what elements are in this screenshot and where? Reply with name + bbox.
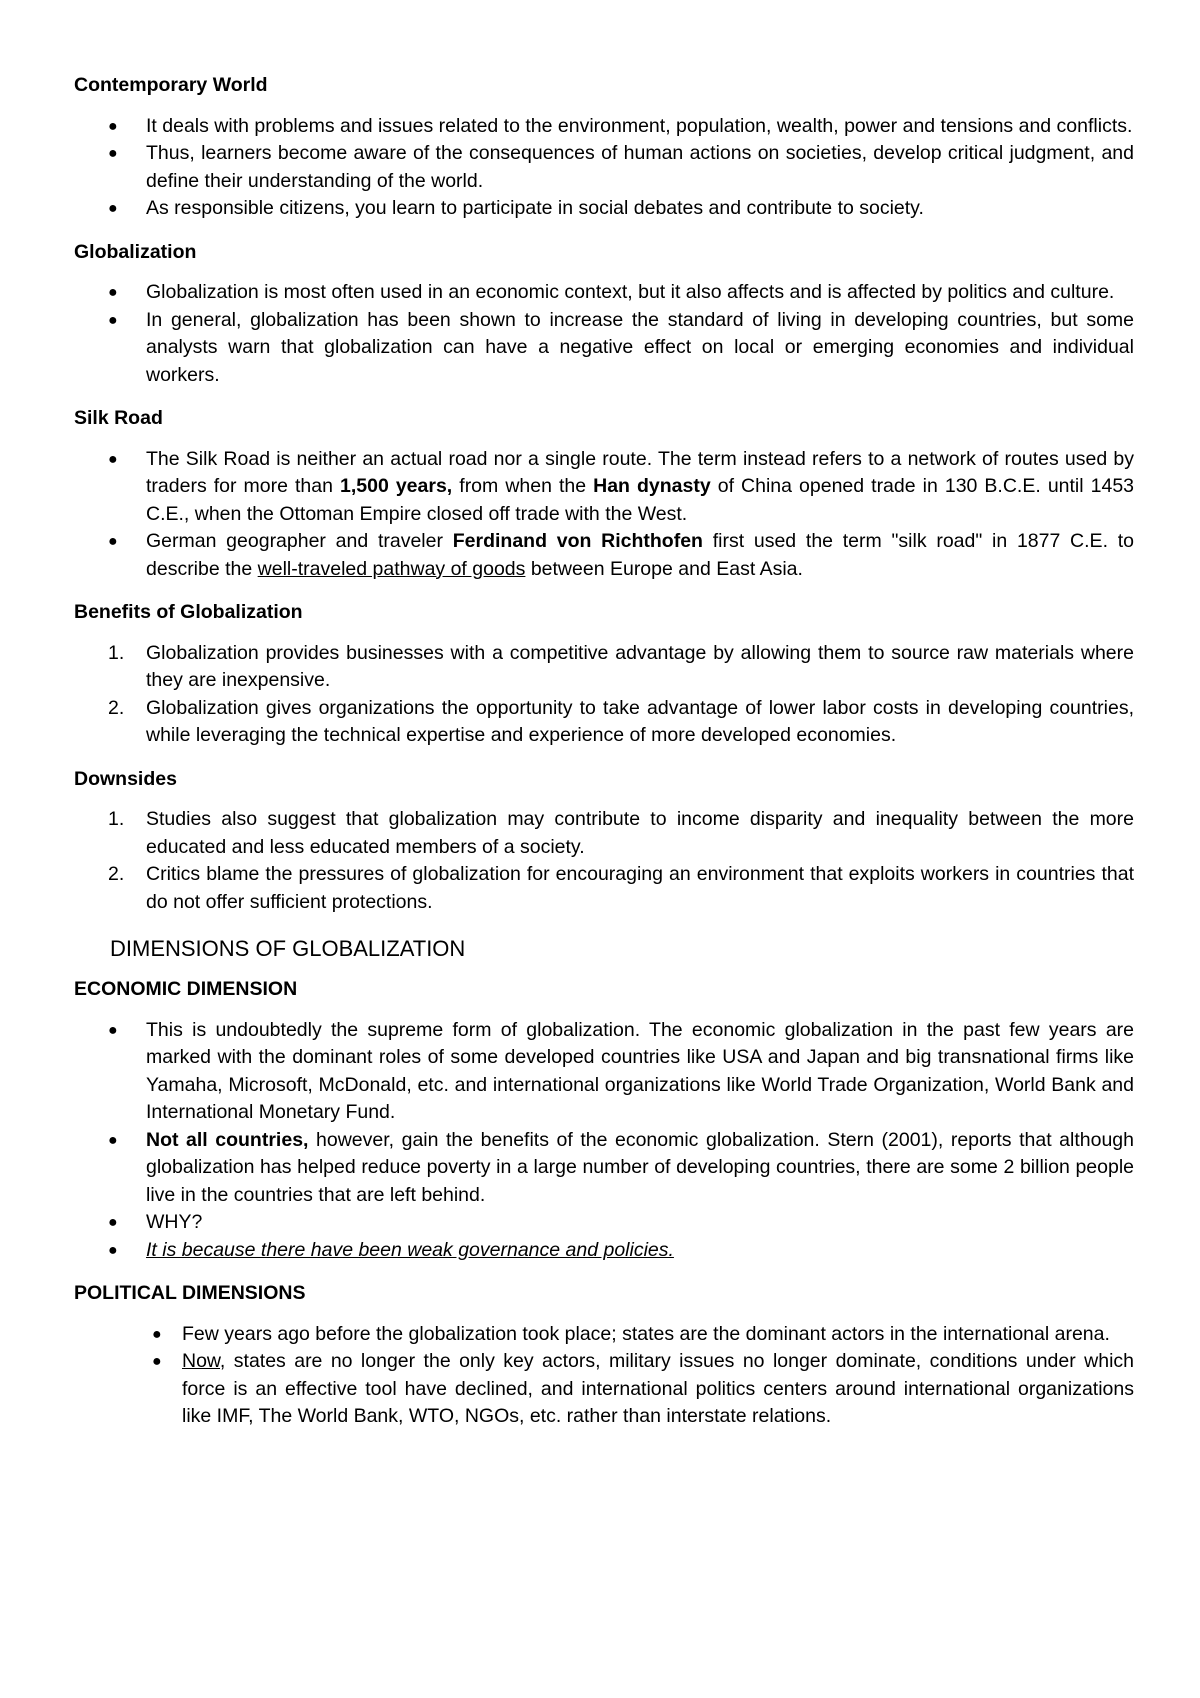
bullet-icon: ●	[108, 533, 118, 550]
bullet-icon: ●	[108, 1241, 118, 1259]
heading-silk-road: Silk Road	[74, 407, 163, 429]
list-item	[74, 1237, 1134, 1265]
bullet-icon: ●	[152, 1325, 162, 1343]
downsides-list	[74, 806, 1134, 916]
list-item: 2. Critics blame the pressures of globalization for encouraging an environment that exploits workers in countries that do not offer sufficient protections.	[108, 863, 1134, 913]
list-item: ● It deals with problems and issues related to the environment, population, wealth, power and tensions and conflicts.	[74, 113, 1134, 141]
benefits-list	[74, 640, 1134, 750]
bullet-icon: ●	[108, 1021, 118, 1039]
list-item: ● German geographer and traveler Ferdinand von Richthofen first used the term "silk road" in 1877 C.E. to describe the well-traveled pathway of goods between Europe and East Asia.	[108, 530, 1134, 580]
bullet-icon: ●	[108, 200, 118, 217]
list-item: ● In general, globalization has been shown to increase the standard of living in developing countries, but some analysts warn that globalization can have a negative effect on local or emerging economies and individual workers.	[108, 308, 1134, 386]
list-item: 2. Globalization gives organizations the opportunity to take advantage of lower labor costs in developing countries, while leveraging the technical expertise and experience of more developed economies.	[108, 696, 1134, 746]
globalization-list	[74, 279, 1134, 389]
economic-list	[74, 1017, 1134, 1265]
list-item: ● This is undoubtedly the supreme form of globalization. The economic globalization in the past few years are marked with the dominant roles of some developed countries like USA and Japan and big transnational firms like Yamaha, Microsoft, McDonald, etc. and international organizations like World Trade Organization, World Bank and International Monetary Fund.	[108, 1018, 1134, 1123]
document-body	[74, 72, 1134, 1447]
bullet-icon: ●	[108, 311, 118, 329]
heading-contemporary-world: Contemporary World	[74, 74, 268, 96]
bullet-icon: ●	[152, 1353, 162, 1370]
contemporary-list	[74, 113, 1134, 223]
list-item: ● Few years ago before the globalization took place; states are the dominant actors in the international arena.	[74, 1321, 1134, 1349]
underlined-word: Now,	[182, 1350, 226, 1372]
list-item: 1. Globalization provides businesses with a competitive advantage by allowing them to source raw materials where they are inexpensive.	[108, 641, 1134, 691]
bullet-icon: ●	[108, 1131, 118, 1149]
list-item: ● WHY?	[74, 1209, 1134, 1237]
list-item: ● Not all countries, however, gain the benefits of the economic globalization. Stern (2001), reports that although globalization has helped reduce poverty in a large number of developing countries, there are some 2 billion people live in the countries that are left behind.	[108, 1128, 1134, 1206]
list-item: ● As responsible citizens, you learn to participate in social debates and contribute to society.	[74, 195, 1134, 223]
list-number: 1.	[108, 808, 125, 830]
bullet-icon: ●	[108, 117, 118, 135]
heading-benefits: Benefits of Globalization	[74, 601, 303, 623]
list-number: 2.	[108, 863, 125, 885]
underlined-phrase: well-traveled pathway of goods	[257, 557, 526, 580]
heading-dimensions: DIMENSIONS OF GLOBALIZATION	[110, 936, 466, 961]
list-item: ● Thus, learners become aware of the consequences of human actions on societies, develop critical judgment, and define their understanding of the world.	[108, 142, 1134, 192]
silk-road-list	[74, 446, 1134, 584]
bullet-icon: ●	[108, 284, 118, 301]
bullet-icon: ●	[108, 1214, 118, 1231]
list-item: ● Now, states are no longer the only key actors, military issues no longer dominate, conditions under which force is an effective tool have declined, and international politics centers around international organizations like IMF, The World Bank, WTO, NGOs, etc. rather than interstate relations.	[152, 1350, 1134, 1427]
list-item: ● Globalization is most often used in an economic context, but it also affects and is affected by politics and culture.	[74, 279, 1134, 307]
italic-underlined-answer: It is because there have been weak governance and policies.	[146, 1238, 674, 1261]
heading-globalization: Globalization	[74, 240, 197, 263]
bullet-icon: ●	[108, 450, 118, 468]
list-number: 2.	[108, 696, 125, 719]
heading-downsides: Downsides	[74, 767, 177, 790]
list-number: 1.	[108, 641, 125, 664]
list-item: ● The Silk Road is neither an actual road nor a single route. The term instead refers to a network of routes used by traders for more than 1,500 years, from when the Han dynasty of China opened trade in 130 B.C.E. until 1453 C.E., when the Ottoman Empire closed off trade with the West.	[108, 447, 1135, 525]
heading-political-dimensions: POLITICAL DIMENSIONS	[74, 1282, 306, 1304]
bullet-icon: ●	[108, 145, 118, 162]
political-list	[74, 1321, 1134, 1431]
list-item: 1. Studies also suggest that globalization may contribute to income disparity and inequality between the more educated and less educated members of a society.	[108, 808, 1134, 858]
heading-economic-dimension: ECONOMIC DIMENSION	[74, 978, 298, 1000]
